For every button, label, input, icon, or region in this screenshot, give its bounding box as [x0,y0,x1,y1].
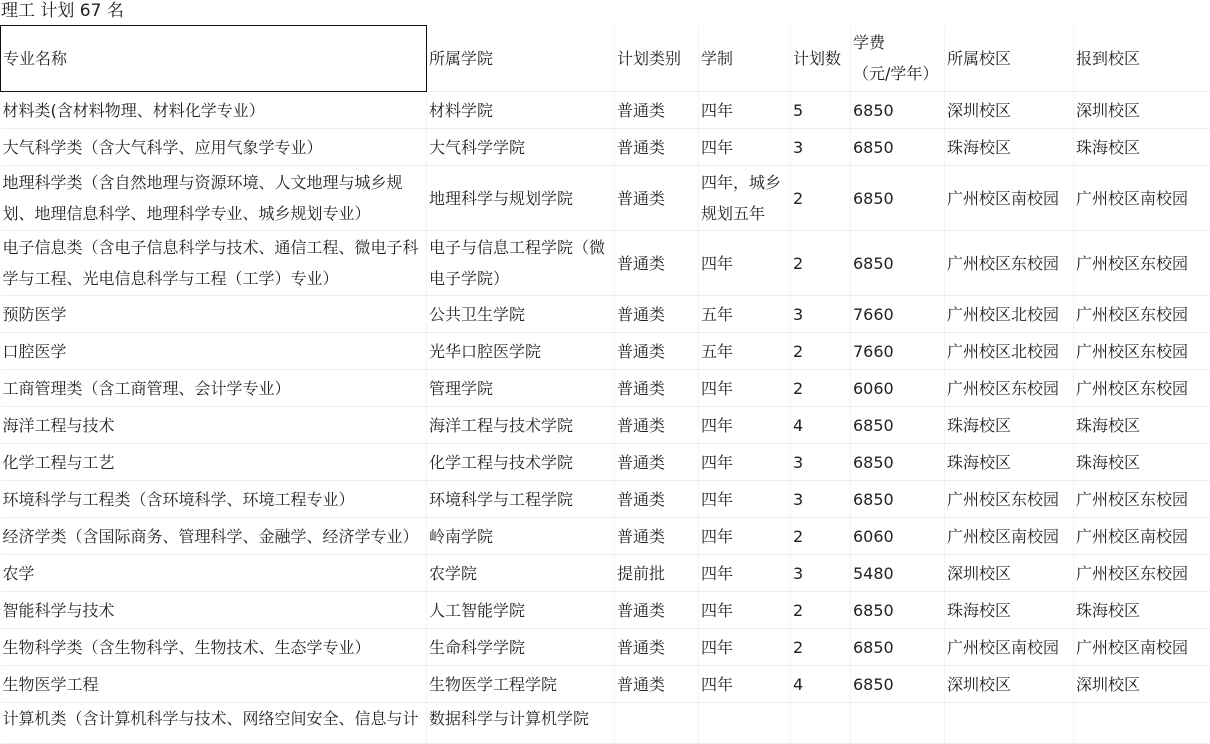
cell-major: 大气科学类（含大气科学、应用气象学专业） [1,129,427,166]
cell-tuition: 6850 [851,481,945,518]
table-row [1,518,1210,555]
cell-campus: 深圳校区 [945,92,1074,129]
cell-plan-type: 普通类 [615,92,699,129]
table-row [1,231,1210,296]
cell-plan-type: 普通类 [615,518,699,555]
cell-college: 岭南学院 [427,518,615,555]
cell-major: 电子信息类（含电子信息科学与技术、通信工程、微电子科学与工程、光电信息科学与工程（工学）专业） [1,231,427,296]
cell-plan-type: 普通类 [615,629,699,666]
cell-plan-count: 2 [791,592,851,629]
table-row [1,555,1210,592]
cell-tuition: 6850 [851,592,945,629]
table-row [1,296,1210,333]
cell-duration: 四年 [699,629,791,666]
cell-report-campus: 广州校区东校园 [1074,555,1210,592]
table-row [1,629,1210,666]
cell-plan-type: 提前批 [615,555,699,592]
cell-major: 工商管理类（含工商管理、会计学专业） [1,370,427,407]
cell-college: 材料学院 [427,92,615,129]
cell-plan-count: 2 [791,333,851,370]
cell-report-campus: 珠海校区 [1074,444,1210,481]
cell-plan-count: 3 [791,555,851,592]
cell-major: 计算机类（含计算机科学与技术、网络空间安全、信息与计 [1,703,427,744]
table-row [1,333,1210,370]
cell-campus: 广州校区南校园 [945,518,1074,555]
cell-college: 海洋工程与技术学院 [427,407,615,444]
header-row [1,26,1210,92]
cell-major: 预防医学 [1,296,427,333]
cell-duration: 四年 [699,518,791,555]
cell-plan-count: 3 [791,129,851,166]
cell-report-campus: 珠海校区 [1074,407,1210,444]
cell-report-campus: 广州校区南校园 [1074,166,1210,231]
cell-plan-type: 普通类 [615,370,699,407]
header-tuition-unit: （元/学年） [853,58,944,89]
cell-plan-type: 普通类 [615,231,699,296]
cell-college: 环境科学与工程学院 [427,481,615,518]
header-tuition-label: 学费 [853,27,944,58]
cell-tuition: 6850 [851,666,945,703]
cell-plan-count: 5 [791,92,851,129]
cell-campus: 珠海校区 [945,129,1074,166]
table-row [1,129,1210,166]
cell-campus: 广州校区南校园 [945,166,1074,231]
cell-plan-count [791,703,851,744]
cell-college: 数据科学与计算机学院 [427,703,615,744]
cell-duration: 四年 [699,407,791,444]
cell-report-campus: 广州校区南校园 [1074,629,1210,666]
cell-plan-type: 普通类 [615,407,699,444]
cell-plan-type: 普通类 [615,333,699,370]
cell-major: 地理科学类（含自然地理与资源环境、人文地理与城乡规划、地理信息科学、地理科学专业、城乡规划专业） [1,166,427,231]
table-row [1,92,1210,129]
cell-college: 大气科学学院 [427,129,615,166]
cell-campus: 珠海校区 [945,407,1074,444]
cell-campus: 深圳校区 [945,666,1074,703]
cell-campus: 广州校区南校园 [945,629,1074,666]
cell-college: 管理学院 [427,370,615,407]
cell-plan-type: 普通类 [615,296,699,333]
cell-report-campus: 广州校区南校园 [1074,518,1210,555]
cell-duration: 四年 [699,592,791,629]
table-row [1,481,1210,518]
cell-plan-count: 2 [791,231,851,296]
cell-tuition: 6850 [851,407,945,444]
cell-duration: 五年 [699,333,791,370]
header-duration: 学制 [699,26,791,92]
cell-tuition: 6850 [851,231,945,296]
cell-tuition: 6060 [851,370,945,407]
cell-plan-count: 4 [791,666,851,703]
cell-major: 生物医学工程 [1,666,427,703]
cell-plan-type: 普通类 [615,444,699,481]
cell-plan-count: 4 [791,407,851,444]
header-plan-type: 计划类别 [615,26,699,92]
cell-plan-type: 普通类 [615,129,699,166]
cell-campus: 广州校区东校园 [945,370,1074,407]
cell-duration: 四年 [699,370,791,407]
cell-campus: 广州校区东校园 [945,231,1074,296]
table-row [1,666,1210,703]
cell-tuition: 6850 [851,166,945,231]
cell-duration: 四年 [699,231,791,296]
cell-major: 化学工程与工艺 [1,444,427,481]
cell-major: 生物科学类（含生物科学、生物技术、生态学专业） [1,629,427,666]
cell-major: 农学 [1,555,427,592]
cell-major: 环境科学与工程类（含环境科学、环境工程专业） [1,481,427,518]
table-row [1,703,1210,744]
cell-tuition: 7660 [851,296,945,333]
cell-tuition: 6850 [851,129,945,166]
cell-duration: 四年 [699,481,791,518]
cell-major: 材料类(含材料物理、材料化学专业） [1,92,427,129]
cell-tuition: 6850 [851,444,945,481]
cell-major: 经济学类（含国际商务、管理科学、金融学、经济学专业） [1,518,427,555]
cell-tuition [851,703,945,744]
cell-duration: 四年 [699,444,791,481]
cell-plan-type: 普通类 [615,166,699,231]
cell-plan-count: 3 [791,481,851,518]
cell-college: 生物医学工程学院 [427,666,615,703]
table-row [1,444,1210,481]
cell-plan-count: 3 [791,296,851,333]
cell-report-campus: 珠海校区 [1074,592,1210,629]
cell-campus: 珠海校区 [945,592,1074,629]
cell-tuition: 5480 [851,555,945,592]
cell-duration: 四年 [699,666,791,703]
header-major[interactable]: 专业名称 [1,26,427,92]
cell-plan-count: 2 [791,518,851,555]
cell-report-campus: 广州校区东校园 [1074,370,1210,407]
cell-plan-type: 普通类 [615,666,699,703]
cell-tuition: 7660 [851,333,945,370]
cell-college: 光华口腔医学院 [427,333,615,370]
cell-campus: 广州校区北校园 [945,296,1074,333]
cell-plan-type [615,703,699,744]
cell-duration: 五年 [699,296,791,333]
cell-report-campus: 深圳校区 [1074,92,1210,129]
header-plan-count: 计划数 [791,26,851,92]
cell-report-campus: 深圳校区 [1074,666,1210,703]
header-tuition [851,26,945,92]
cell-report-campus [1074,703,1210,744]
cell-plan-type: 普通类 [615,481,699,518]
cell-tuition: 6850 [851,629,945,666]
header-campus: 所属校区 [945,26,1074,92]
cell-college: 公共卫生学院 [427,296,615,333]
cell-campus: 广州校区东校园 [945,481,1074,518]
cell-major: 口腔医学 [1,333,427,370]
table-row [1,166,1210,231]
header-report-campus: 报到校区 [1074,26,1210,92]
cell-plan-count: 2 [791,370,851,407]
cell-major: 智能科学与技术 [1,592,427,629]
cell-college: 化学工程与技术学院 [427,444,615,481]
cell-college: 农学院 [427,555,615,592]
cell-campus: 珠海校区 [945,444,1074,481]
cell-tuition: 6850 [851,92,945,129]
cell-report-campus: 广州校区东校园 [1074,296,1210,333]
cell-plan-count: 2 [791,166,851,231]
cell-report-campus: 珠海校区 [1074,129,1210,166]
cell-duration: 四年 [699,129,791,166]
table-row [1,592,1210,629]
cell-campus [945,703,1074,744]
cell-college: 地理科学与规划学院 [427,166,615,231]
cell-report-campus: 广州校区东校园 [1074,333,1210,370]
cell-major: 海洋工程与技术 [1,407,427,444]
cell-duration: 四年 [699,92,791,129]
cell-plan-type: 普通类 [615,592,699,629]
cell-campus: 广州校区北校园 [945,333,1074,370]
cell-campus: 深圳校区 [945,555,1074,592]
cell-duration [699,703,791,744]
table-row [1,370,1210,407]
cell-college: 电子与信息工程学院（微电子学院） [427,231,615,296]
cell-college: 生命科学学院 [427,629,615,666]
page-title: 理工 计划 67 名 [1,0,124,24]
cell-duration: 四年，城乡规划五年 [699,166,791,231]
cell-plan-count: 3 [791,444,851,481]
cell-report-campus: 广州校区东校园 [1074,481,1210,518]
table-row [1,407,1210,444]
header-college: 所属学院 [427,26,615,92]
cell-tuition: 6060 [851,518,945,555]
cell-report-campus: 广州校区东校园 [1074,231,1210,296]
cell-duration: 四年 [699,555,791,592]
cell-college: 人工智能学院 [427,592,615,629]
enrollment-plan-table [0,25,1210,744]
cell-plan-count: 2 [791,629,851,666]
